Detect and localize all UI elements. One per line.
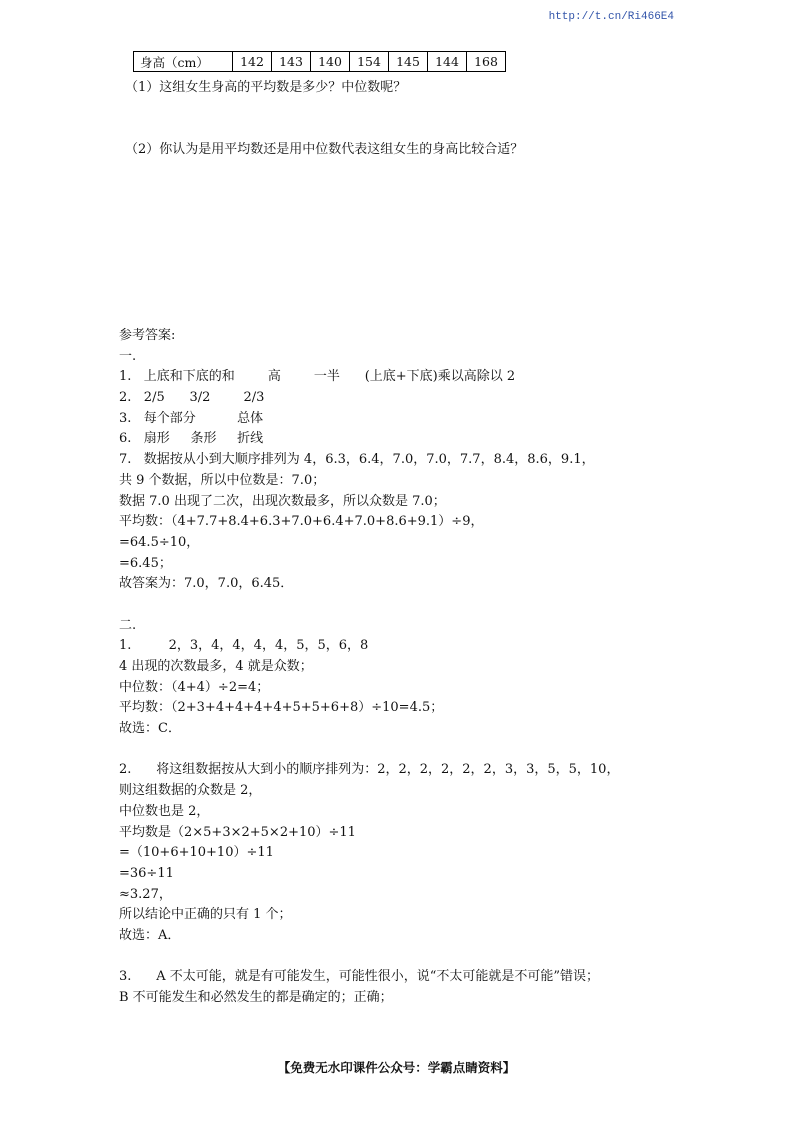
answer-section <box>119 326 699 1009</box>
table-cell: 144 <box>428 52 467 72</box>
answer-line: 6. 扇形 条形 折线 <box>119 431 264 447</box>
answer-line: 故选：A． <box>119 927 181 943</box>
answer-line: 所以结论中正确的只有 1 个； <box>119 907 292 923</box>
table-header-cell: 身高（cm） <box>134 52 233 72</box>
answer-line: =64.5÷10， <box>119 534 200 550</box>
answer-line: 平均数是（2×5+3×2+5×2+10）÷11 <box>119 824 356 840</box>
answer-line: =6.45； <box>119 555 172 571</box>
answer-line: 1. 上底和下底的和 高 一半 (上底+下底)乘以高除以 2 <box>119 369 516 385</box>
table-row <box>134 52 506 72</box>
answer-line: 4 出现的次数最多，4 就是众数； <box>119 659 313 674</box>
answer-line: B 不可能发生和必然发生的都是确定的；正确； <box>119 990 393 1005</box>
blank-line <box>119 740 699 761</box>
answer-heading: 参考答案: <box>119 328 176 343</box>
answer-line: 7. 数据按从小到大顺序排列为 4，6.3，6.4，7.0，7.0，7.7，8.4，8.6，9.1， <box>119 452 595 468</box>
blank-line <box>119 595 699 616</box>
answer-line: 二. <box>119 617 137 633</box>
answer-line: 3. A 不太可能，就是有可能发生，可能性很小，说“不太可能就是不可能”错误； <box>119 969 600 985</box>
answer-line: 中位数：（4+4）÷2=4； <box>119 679 270 695</box>
question-2: （2）你认为是用平均数还是用中位数代表这组女生的身高比较合适？ <box>125 142 524 157</box>
answer-line: 2. 将这组数据按从大到小的顺序排列为：2，2，2，2，2，2，3，3，5，5，10， <box>119 762 620 778</box>
answer-line: 中位数也是 2， <box>119 803 210 819</box>
answer-line: =（10+6+10+10）÷11 <box>119 845 274 861</box>
answer-line: 共 9 个数据，所以中位数是：7.0； <box>119 472 326 488</box>
question-1: （1）这组女生身高的平均数是多少？中位数呢？ <box>125 80 407 95</box>
answer-line: 3. 每个部分 总体 <box>119 410 264 426</box>
answer-line: =36÷11 <box>119 865 174 881</box>
table-cell: 140 <box>311 52 350 72</box>
header-url[interactable]: http://t.cn/Ri466E4 <box>548 11 674 23</box>
table-cell: 145 <box>389 52 428 72</box>
answer-line: 故答案为：7.0，7.0，6.45． <box>119 576 294 592</box>
answer-line: ≈3.27， <box>119 886 172 902</box>
table-cell: 154 <box>350 52 389 72</box>
table-cell: 168 <box>467 52 506 72</box>
answer-line: 1. 2，3，4，4，4，4，5，5，6，8 <box>119 638 369 654</box>
answer-line: 数据 7.0 出现了二次，出现次数最多，所以众数是 7.0； <box>119 493 446 509</box>
answer-line: 平均数：（2+3+4+4+4+4+5+5+6+8）÷10=4.5； <box>119 700 444 716</box>
table-cell: 143 <box>272 52 311 72</box>
answer-line: 平均数：（4+7.7+8.4+6.3+7.0+6.4+7.0+8.6+9.1）÷9， <box>119 514 484 530</box>
answer-line: 故选：C． <box>119 721 181 737</box>
table-cell: 142 <box>233 52 272 72</box>
footer-note: 【免费无水印课件公众号：学霸点睛资料】 <box>277 1060 516 1075</box>
blank-line <box>119 947 699 968</box>
height-table <box>133 51 506 72</box>
answer-line: 则这组数据的众数是 2， <box>119 783 262 799</box>
answer-line: 一. <box>119 348 137 364</box>
answer-line: 2. 2/5 3/2 2/3 <box>119 390 265 406</box>
